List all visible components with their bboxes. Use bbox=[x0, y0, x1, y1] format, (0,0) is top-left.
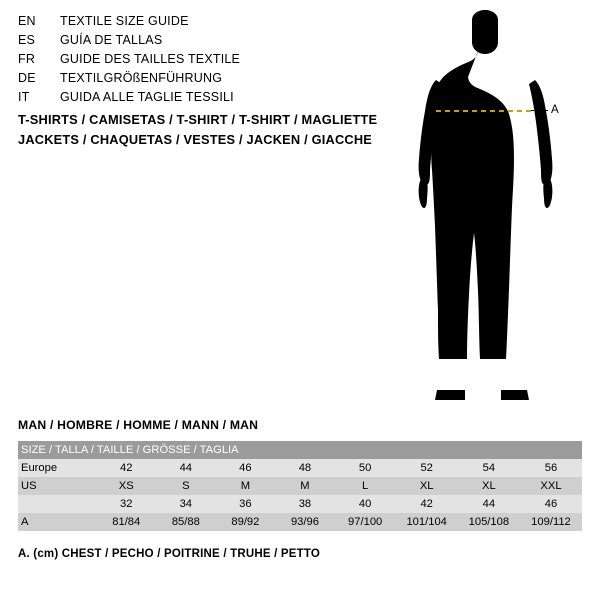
table-cell: 44 bbox=[458, 495, 520, 513]
table-cell: M bbox=[216, 477, 276, 495]
language-list bbox=[18, 14, 398, 109]
language-code: DE bbox=[18, 71, 36, 85]
table-row bbox=[18, 513, 582, 531]
table-row bbox=[18, 495, 582, 513]
table-cell: 38 bbox=[275, 495, 335, 513]
table-cell: 81/84 bbox=[96, 513, 156, 531]
table-header-label: SIZE / TALLA / TAILLE / GRÖSSE / TAGLIA bbox=[18, 441, 582, 459]
table-cell: 48 bbox=[275, 459, 335, 477]
table-cell: 101/104 bbox=[396, 513, 458, 531]
table-cell: 52 bbox=[396, 459, 458, 477]
table-footnote: A. (cm) CHEST / PECHO / POITRINE / TRUHE / PETTO bbox=[18, 548, 321, 560]
table-cell: 44 bbox=[156, 459, 216, 477]
language-code: ES bbox=[18, 33, 36, 47]
table-cell: 46 bbox=[216, 459, 276, 477]
category-list bbox=[18, 110, 418, 150]
language-title: TEXTILGRÖßENFÜHRUNG bbox=[60, 71, 223, 85]
table-cell: XL bbox=[396, 477, 458, 495]
chest-marker-label: A bbox=[551, 104, 560, 116]
table-cell: 93/96 bbox=[275, 513, 335, 531]
table-cell: 40 bbox=[335, 495, 396, 513]
table-cell: 85/88 bbox=[156, 513, 216, 531]
size-table bbox=[18, 441, 582, 531]
table-cell: M bbox=[275, 477, 335, 495]
table-cell: 54 bbox=[458, 459, 520, 477]
table-cell: XL bbox=[458, 477, 520, 495]
table-cell: 50 bbox=[335, 459, 396, 477]
category-tshirts: T-SHIRTS / CAMISETAS / T-SHIRT / T-SHIRT / MAGLIETTE bbox=[18, 112, 378, 127]
language-title: GUIDE DES TAILLES TEXTILE bbox=[60, 52, 241, 66]
language-row bbox=[18, 90, 398, 109]
table-cell: 105/108 bbox=[458, 513, 520, 531]
language-row bbox=[18, 33, 398, 52]
table-cell: 89/92 bbox=[216, 513, 276, 531]
table-cell: XXL bbox=[520, 477, 582, 495]
table-section-title: MAN / HOMBRE / HOMME / MANN / MAN bbox=[18, 418, 259, 432]
language-row bbox=[18, 71, 398, 90]
language-title: GUÍA DE TALLAS bbox=[60, 33, 163, 47]
table-cell: S bbox=[156, 477, 216, 495]
table-row bbox=[18, 477, 582, 495]
table-cell: 97/100 bbox=[335, 513, 396, 531]
table-cell: 36 bbox=[216, 495, 276, 513]
language-row bbox=[18, 14, 398, 33]
table-cell: 42 bbox=[96, 459, 156, 477]
language-code: IT bbox=[18, 90, 30, 104]
row-label: US bbox=[18, 477, 96, 495]
table-cell: L bbox=[335, 477, 396, 495]
male-figure-illustration bbox=[400, 10, 600, 405]
category-jackets: JACKETS / CHAQUETAS / VESTES / JACKEN / GIACCHE bbox=[18, 132, 373, 147]
table-row bbox=[18, 459, 582, 477]
table-cell: 56 bbox=[520, 459, 582, 477]
language-title: GUIDA ALLE TAGLIE TESSILI bbox=[60, 90, 234, 104]
table-cell: 34 bbox=[156, 495, 216, 513]
language-code: EN bbox=[18, 14, 36, 28]
language-row bbox=[18, 52, 398, 71]
table-cell: 42 bbox=[396, 495, 458, 513]
table-cell: XS bbox=[96, 477, 156, 495]
row-label: A bbox=[18, 513, 96, 531]
chest-leader-line bbox=[531, 110, 548, 112]
language-title: TEXTILE SIZE GUIDE bbox=[60, 14, 189, 28]
row-label bbox=[18, 495, 96, 513]
table-header-row bbox=[18, 441, 582, 459]
table-cell: 46 bbox=[520, 495, 582, 513]
table-cell: 32 bbox=[96, 495, 156, 513]
language-code: FR bbox=[18, 52, 36, 66]
table-cell: 109/112 bbox=[520, 513, 582, 531]
row-label: Europe bbox=[18, 459, 96, 477]
